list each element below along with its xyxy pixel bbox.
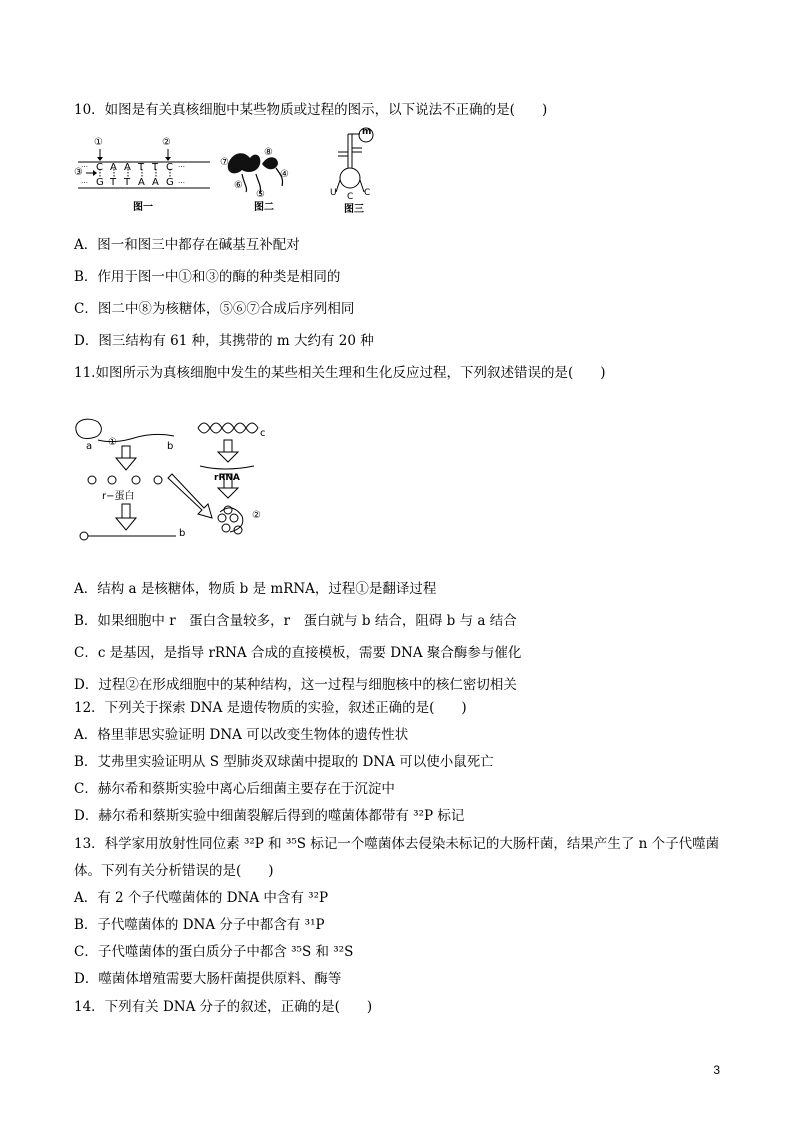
fig1-bottom-base: G xyxy=(166,177,174,188)
fig11-label-b: b xyxy=(167,441,174,452)
q12-stem: 12．下列关于探索 DNA 是遗传物质的实验，叙述正确的是( ) xyxy=(74,700,467,716)
svg-text:…: … xyxy=(81,177,88,185)
fig1-bottom-base: G xyxy=(96,177,104,188)
fig2-mark-7: ⑦ xyxy=(220,157,229,168)
q12-option-d: D．赫尔希和蔡斯实验中细菌裂解后得到的噬菌体都带有 ³²P 标记 xyxy=(74,808,465,824)
fig11-label-r-protein: r−蛋白 xyxy=(102,491,135,502)
fig1-bottom-base: A xyxy=(138,177,145,188)
svg-text:…: … xyxy=(81,161,88,169)
q10-option-b: B．作用于图一中①和③的酶的种类是相同的 xyxy=(74,269,341,285)
fig3-anticodon-base: C xyxy=(347,192,354,202)
q10-option-d: D．图三结构有 61 种，其携带的 m 大约有 20 种 xyxy=(74,333,374,349)
svg-text:…: … xyxy=(178,161,185,169)
q11-option-c: C．c 是基因，是指导 rRNA 合成的直接模板，需要 DNA 聚合酶参与催化 xyxy=(74,645,522,661)
fig11-label-2: ② xyxy=(252,510,261,521)
fig1-top-base: A xyxy=(110,162,117,173)
fig2-mark-6: ⑥ xyxy=(234,180,243,191)
fig1-mark-2: ② xyxy=(162,137,171,148)
fig3-anticodon-base: C xyxy=(364,188,371,198)
q13-option-d: D．噬菌体增殖需要大肠杆菌提供原料、酶等 xyxy=(74,971,342,987)
q14-stem: 14．下列有关 DNA 分子的叙述，正确的是( ) xyxy=(74,999,373,1015)
q10-stem: 10．如图是有关真核细胞中某些物质或过程的图示，以下说法不正确的是( ) xyxy=(74,102,548,118)
q12-option-b: B．艾弗里实验证明从 S 型肺炎双球菌中提取的 DNA 可以使小鼠死亡 xyxy=(74,754,494,770)
q13-option-a: A．有 2 个子代噬菌体的 DNA 中含有 ³²P xyxy=(74,890,329,906)
fig1-top-base: C xyxy=(96,162,103,173)
fig1-mark-3: ③ xyxy=(74,167,83,178)
fig11-label-a: a xyxy=(86,441,93,452)
fig2-caption: 图二 xyxy=(254,202,274,213)
fig1-top-base: T xyxy=(138,162,145,173)
q13-stem-line-2: 体。下列有关分析错误的是( ) xyxy=(74,863,274,879)
q13-option-c: C．子代噬菌体的蛋白质分子中都含 ³⁵S 和 ³²S xyxy=(74,944,354,960)
q10-option-c: C．图二中⑧为核糖体，⑤⑥⑦合成后序列相同 xyxy=(74,301,355,317)
figure-2 xyxy=(218,134,298,216)
fig1-bottom-base: A xyxy=(152,177,159,188)
fig1-bottom-base: T xyxy=(110,177,117,188)
q10-option-a: A．图一和图三中都存在碱基互补配对 xyxy=(74,237,300,253)
q13-stem-line-1: 13．科学家用放射性同位素 ³²P 和 ³⁵S 标记一个噬菌体去侵染未标记的大肠杆菌，结果产生了 n 个子代噬菌 xyxy=(74,836,720,852)
fig3-caption: 图三 xyxy=(344,204,364,215)
fig1-top-base: A xyxy=(124,162,131,173)
q13-option-b: B．子代噬菌体的 DNA 分子中都含有 ³¹P xyxy=(74,917,325,933)
q12-option-a: A．格里菲思实验证明 DNA 可以改变生物体的遗传性状 xyxy=(74,727,409,743)
fig2-mark-8: ⑧ xyxy=(264,147,273,158)
fig2-mark-5: ⑤ xyxy=(256,189,265,200)
q11-option-b: B．如果细胞中 r 蛋白含量较多，r 蛋白就与 b 结合，阻碍 b 与 a 结合 xyxy=(74,613,517,629)
q12-option-c: C．赫尔希和蔡斯实验中离心后细菌主要存在于沉淀中 xyxy=(74,781,395,797)
fig3-anticodon-base: U xyxy=(330,188,337,198)
fig2-mark-4: ④ xyxy=(280,169,289,180)
q11-option-a: A．结构 a 是核糖体，物质 b 是 mRNA，过程①是翻译过程 xyxy=(74,581,437,597)
page-number: 3 xyxy=(713,1063,720,1077)
fig11-label-b2: b xyxy=(179,528,186,539)
figure-1 xyxy=(74,136,214,216)
fig11-label-1: ① xyxy=(108,437,117,448)
q11-stem: 11.如图所示为真核细胞中发生的某些相关生理和生化反应过程，下列叙述错误的是( ) xyxy=(74,365,606,381)
fig1-mark-1: ① xyxy=(94,137,103,148)
svg-text:…: … xyxy=(178,177,185,185)
fig1-top-base: T xyxy=(152,162,159,173)
fig11-label-c: c xyxy=(260,428,266,439)
figure-3 xyxy=(322,126,382,218)
q11-option-d: D．过程②在形成细胞中的某种结构，这一过程与细胞核中的核仁密切相关 xyxy=(74,677,517,693)
fig11-label-rrna: rRNA xyxy=(214,473,240,483)
figure-11 xyxy=(74,414,294,550)
fig3-mark-m: m xyxy=(362,127,372,137)
fig1-bottom-base: T xyxy=(124,177,131,188)
fig1-top-base: C xyxy=(166,162,173,173)
fig1-caption: 图一 xyxy=(133,202,153,213)
